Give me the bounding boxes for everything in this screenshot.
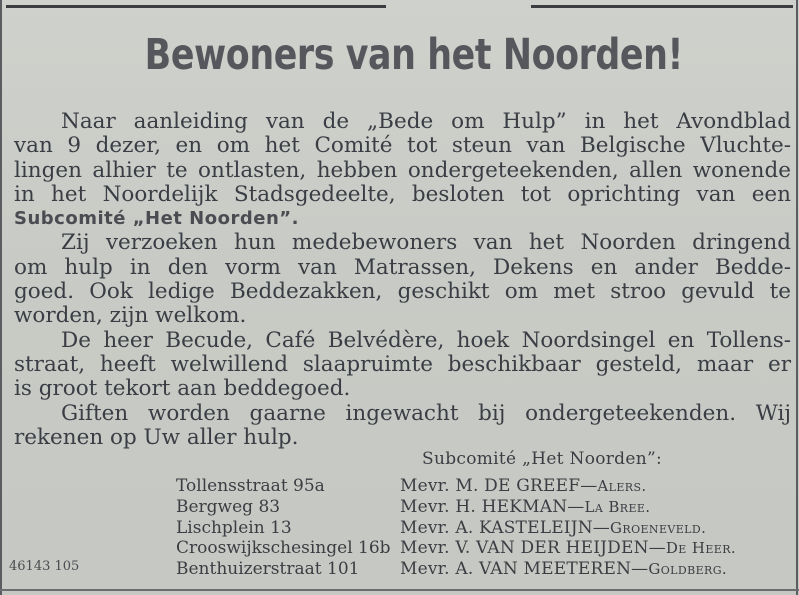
signatory-maiden-name: Goldberg. xyxy=(648,560,728,579)
signatory-maiden-name: La Bree. xyxy=(584,497,651,516)
signatory-address: Benthuizerstraat 101 xyxy=(176,559,360,580)
signatory-row xyxy=(176,559,736,580)
signatory-row xyxy=(176,476,736,497)
signatory-maiden-name: Alers. xyxy=(597,477,647,495)
signatory-name: Mevr. A. KASTELEIJN— xyxy=(400,517,611,538)
paragraph-1-line-1: Naar aanleiding van de „Bede om Hulp” in het Avondblad xyxy=(61,109,791,134)
signatory-name: Mevr. M. DE GREEF— xyxy=(400,476,598,496)
signatory-name: Mevr. H. HEKMAN— xyxy=(400,496,585,517)
signatory-row xyxy=(176,518,736,539)
signatory-maiden-name: De Heer. xyxy=(665,539,737,558)
signatory-maiden-name: Groeneveld. xyxy=(610,518,707,537)
paragraph-3-line-1: De heer Becude, Café Belvédère, hoek Noordsingel en Tollens- xyxy=(61,327,791,353)
signatory-address: Crooswijkschesingel 16b xyxy=(176,538,391,559)
paragraph-1-line-5: Subcomité „Het Noorden”. xyxy=(14,208,299,230)
frame-right-edge xyxy=(796,0,798,595)
signatory-row xyxy=(176,538,736,559)
signatories-list xyxy=(176,476,736,580)
signatory-row xyxy=(176,497,736,518)
signature-title: Subcomité „Het Noorden”: xyxy=(422,449,662,469)
signatory-name: Mevr. V. VAN DER HEIJDEN— xyxy=(400,538,666,559)
paragraph-2-line-3: goed. Ook ledige Beddezakken, geschikt om met stroo gevuld te xyxy=(14,279,791,305)
paragraph-3-line-2: straat, heeft welwillend slaapruimte beschikbaar gesteld, maar er xyxy=(14,351,791,377)
paragraph-4-line-1: Giften worden gaarne ingewacht bij ondergeteekenden. Wij xyxy=(61,400,791,426)
paragraph-2-line-2: om hulp in den vorm van Matrassen, Dekens en ander Bedde- xyxy=(14,254,791,280)
paragraph-2-line-4: worden, zijn welkom. xyxy=(14,303,247,329)
top-rule-left xyxy=(6,5,386,8)
paragraph-1-line-2: van 9 dezer, en om het Comité tot steun van Belgische Vluchte- xyxy=(14,133,791,159)
signatory-address: Tollensstraat 95a xyxy=(176,476,325,496)
signatory-address: Bergweg 83 xyxy=(176,496,281,517)
paragraph-2-line-1: Zij verzoeken hun medebewoners van het Noorden dringend xyxy=(61,230,791,256)
paragraph-4-line-2: rekenen op Uw aller hulp. xyxy=(14,424,299,450)
headline: Bewoners van het Noorden! xyxy=(144,30,684,80)
signatory-name: Mevr. A. VAN MEETEREN— xyxy=(400,559,649,580)
announcement-body xyxy=(14,110,791,450)
signatory-address: Lischplein 13 xyxy=(176,517,292,538)
top-rule-right xyxy=(531,5,793,8)
advertisement-number: 46143 105 xyxy=(9,559,80,574)
paragraph-1-line-3: lingen alhier te ontlasten, hebben ondergeteekenden, allen wonende xyxy=(14,157,791,183)
frame-left-edge xyxy=(0,0,2,595)
paragraph-1-line-4: in het Noordelijk Stadsgedeelte, besloten tot oprichting van een xyxy=(14,181,791,207)
bottom-rule xyxy=(0,589,799,591)
paragraph-3-line-3: is groot tekort aan beddegoed. xyxy=(14,376,351,402)
